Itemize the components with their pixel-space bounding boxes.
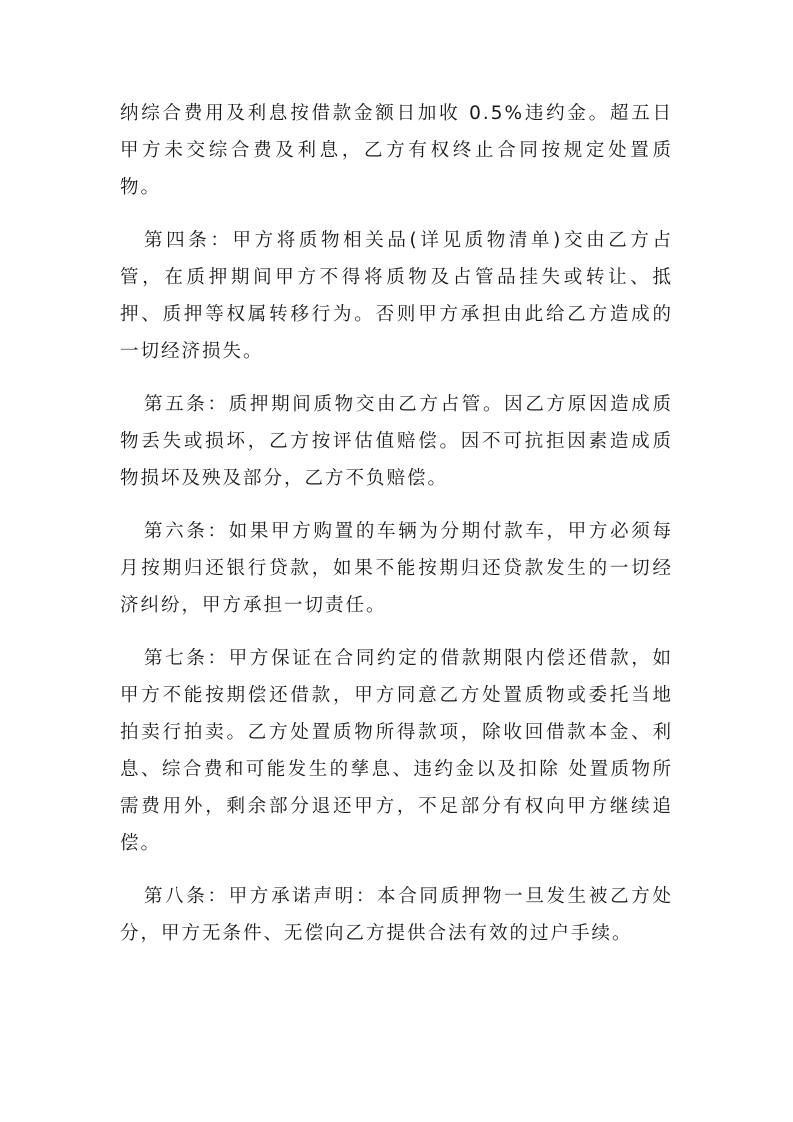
clause-7-paragraph: 第七条：甲方保证在合同约定的借款期限内偿还借款，如甲方不能按期偿还借款，甲方同意乙方处置质物或委托当地拍卖行拍卖。乙方处置质物所得款项，除收回借款本金、利息、综合费和可能发生的孳息、违约金以及扣除 处置质物所需费用外，剩余部分退还甲方，不足部分有权向甲方继续追偿。 <box>120 648 673 854</box>
clause-4-paragraph: 第四条：甲方将质物相关品(详见质物清单)交由乙方占管，在质押期间甲方不得将质物及占管品挂失或转让、抵押、质押等权属转移行为。否则甲方承担由此给乙方造成的一切经济损失。 <box>120 230 673 362</box>
clause-6-paragraph: 第六条：如果甲方购置的车辆为分期付款车，甲方必须每月按期归还银行贷款，如果不能按期归还贷款发生的一切经济纠纷，甲方承担一切责任。 <box>120 521 673 616</box>
clause-5-paragraph: 第五条：质押期间质物交由乙方占管。因乙方原因造成质物丢失或损坏，乙方按评估值赔偿。因不可抗拒因素造成质物损坏及殃及部分，乙方不负赔偿。 <box>120 394 673 489</box>
clause-8-paragraph: 第八条：甲方承诺声明：本合同质押物一旦发生被乙方处分，甲方无条件、无偿向乙方提供合法有效的过户手续。 <box>120 886 673 944</box>
paragraph-continuation: 纳综合费用及利息按借款金额日加收 0.5%违约金。超五日甲方未交综合费及利息，乙方有权终止合同按规定处置质物。 <box>120 103 673 198</box>
